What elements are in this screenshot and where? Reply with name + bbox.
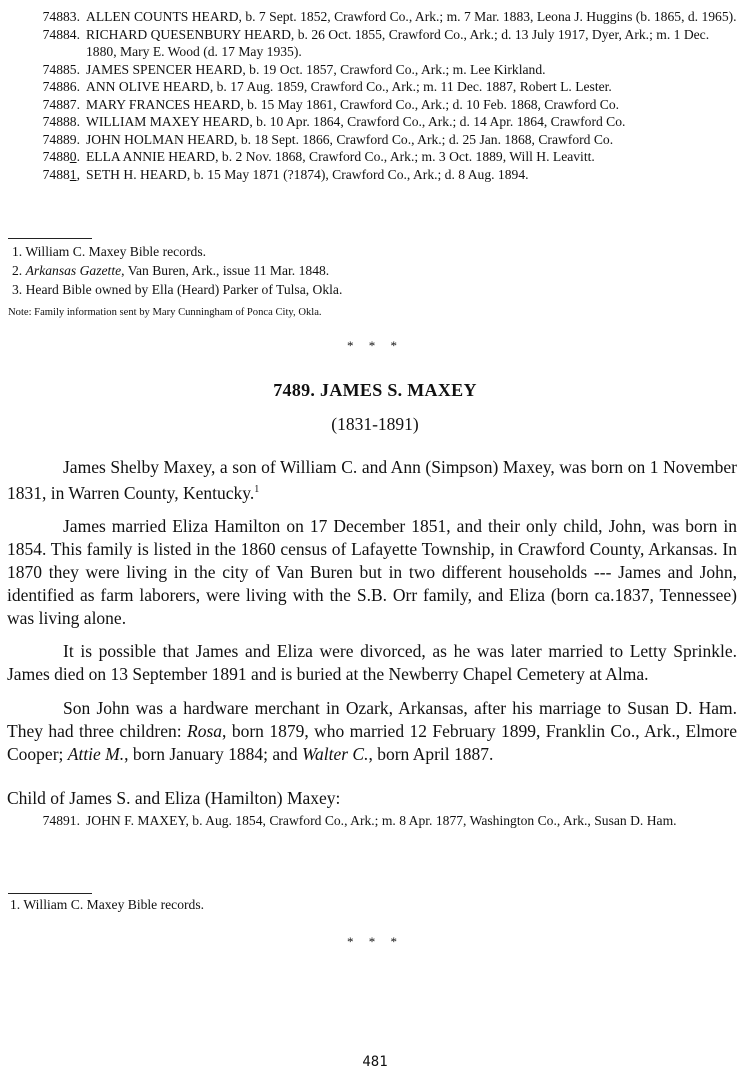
footnote: 1. William C. Maxey Bible records. xyxy=(12,244,207,259)
paragraph: Son John was a hardware merchant in Ozark, Arkansas, after his marriage to Susan D. Ham. They had three children: Rosa, born 1879, who married 12 February 1899, Franklin Co., Ark., Elmore Cooper; Attie M., born January 1884; and Walter C., born April 1887. xyxy=(7,698,737,764)
footnote: 3. Heard Bible owned by Ella (Heard) Parker of Tulsa, Okla. xyxy=(12,282,343,297)
footnote: 1. William C. Maxey Bible records. xyxy=(10,897,205,912)
paragraph: James Shelby Maxey, a son of William C. and Ann (Simpson) Maxey, was born on 1 November 1831, in Warren County, Kentucky.$^1$ xyxy=(7,457,737,503)
footnote-rule xyxy=(8,893,92,894)
page-number: 481 xyxy=(362,1054,388,1070)
child-entry xyxy=(6,812,742,830)
section-separator: * * * xyxy=(347,338,403,353)
list-item: 74891. JOHN F. MAXEY, b. Aug. 1854, Crawford Co., Ark.; m. 8 Apr. 1877, Washington Co., Ark., Susan D. Ham. xyxy=(42,813,677,828)
list-item: 74884. RICHARD QUESENBURY HEARD, b. 26 Oct. 1855, Crawford Co., Ark.; d. 13 July 1917, Dyer, Ark.; m. 1 Dec. 1880, Mary E. Wood (d. 17 May 1935). xyxy=(42,26,710,59)
list-item: 74886. ANN OLIVE HEARD, b. 17 Aug. 1859, Crawford Co., Ark.; m. 11 Dec. 1887, Robert L. Lester. xyxy=(42,79,612,94)
footnote-rule xyxy=(8,238,92,239)
paragraph: James married Eliza Hamilton on 17 December 1851, and their only child, John, was born in 1854. This family is listed in the 1860 census of Lafayette Township, in Crawford County, Arkansas. In 1870 they were living in the city of Van Buren but in two different households --- James and John, identified as farm laborers, were living with the S.B. Orr family, and Eliza (born ca.1837, Tennessee) was living alone. xyxy=(7,516,737,628)
list-item: 74881, SETH H. HEARD, b. 15 May 1871 (?1874), Crawford Co., Ark.; d. 8 Aug. 1894. xyxy=(42,166,529,182)
life-dates: (1831-1891) xyxy=(331,414,419,434)
children-heading: Child of James S. and Eliza (Hamilton) Maxey: xyxy=(7,788,341,808)
biography-text xyxy=(7,456,737,776)
descendant-entries xyxy=(6,8,742,183)
list-item: 74889. JOHN HOLMAN HEARD, b. 18 Sept. 1866, Crawford Co., Ark.; d. 25 Jan. 1868, Crawford Co. xyxy=(42,131,614,147)
list-item: 74883. ALLEN COUNTS HEARD, b. 7 Sept. 1852, Crawford Co., Ark.; m. 7 Mar. 1883, Leona J. Huggins (b. 1865, d. 1965). xyxy=(42,9,737,24)
footnotes xyxy=(12,242,342,299)
list-item: 74888. WILLIAM MAXEY HEARD, b. 10 Apr. 1864, Crawford Co., Ark.; d. 14 Apr. 1864, Crawford Co. xyxy=(42,114,626,129)
list-item: 74887. MARY FRANCES HEARD, b. 15 May 1861, Crawford Co., Ark.; d. 10 Feb. 1868, Crawford Co. xyxy=(42,96,620,112)
list-item: 74885. JAMES SPENCER HEARD, b. 19 Oct. 1857, Crawford Co., Ark.; m. Lee Kirkland. xyxy=(42,61,546,77)
footnote: 2. Arkansas Gazette, Van Buren, Ark., issue 11 Mar. 1848. xyxy=(12,263,330,278)
list-item: 74880. ELLA ANNIE HEARD, b. 2 Nov. 1868, Crawford Co., Ark.; m. 3 Oct. 1889, Will H. Leavitt. xyxy=(42,149,595,164)
paragraph: It is possible that James and Eliza were divorced, as he was later married to Letty Sprinkle. James died on 13 September 1891 and is buried at the Newberry Chapel Cemetery at Alma. xyxy=(7,641,737,685)
source-note: Note: Family information sent by Mary Cunningham of Ponca City, Okla. xyxy=(8,307,322,318)
section-title: 7489. JAMES S. MAXEY xyxy=(273,380,477,400)
section-separator: * * * xyxy=(347,934,403,949)
